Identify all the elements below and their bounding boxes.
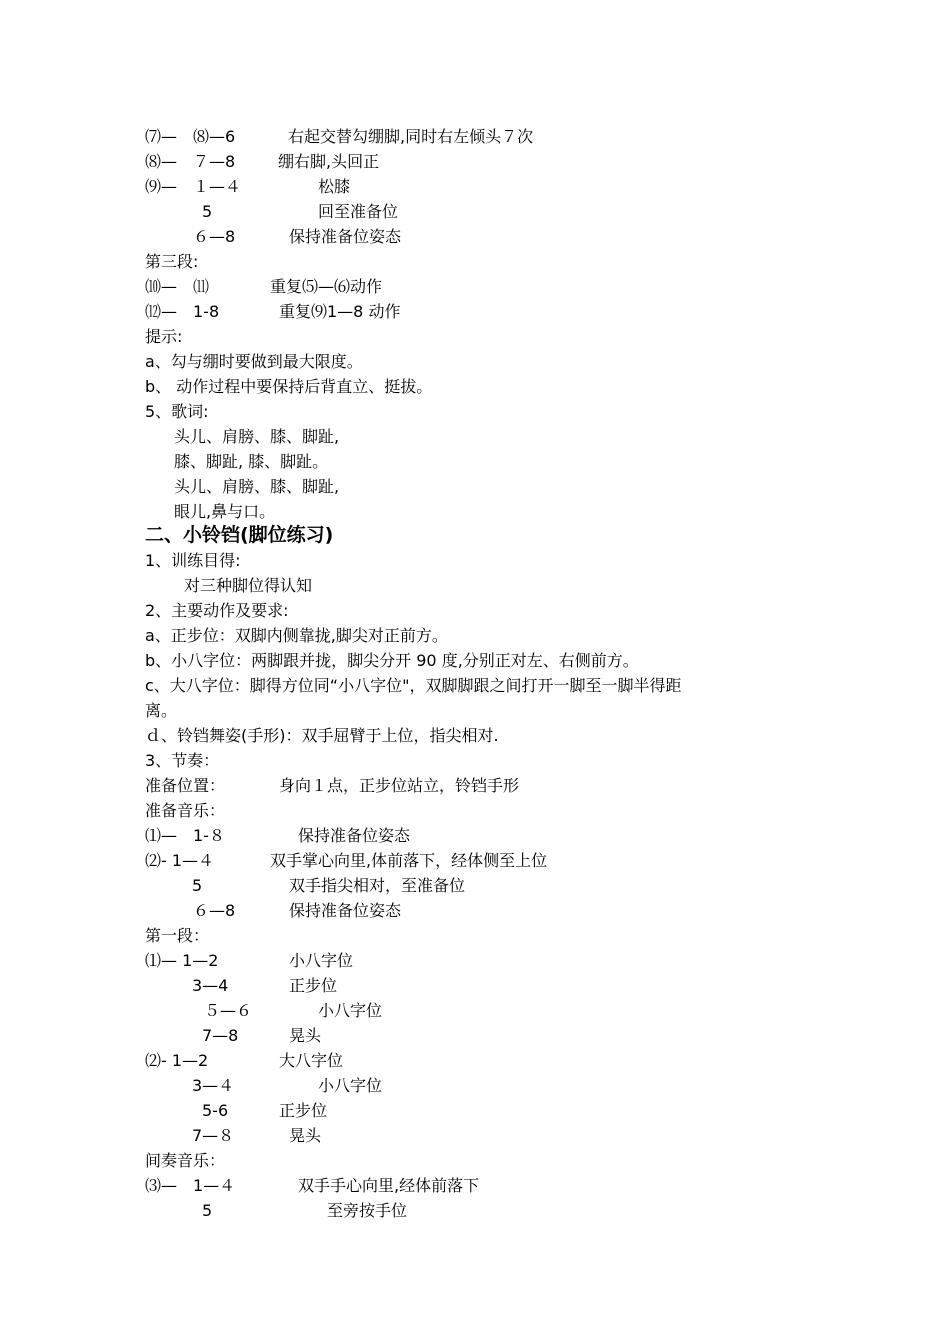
count-label: 5 [202,1201,213,1220]
text-line [0,1023,950,1048]
section-label [0,598,950,623]
count-label: ⑺— ⑻—6 [145,127,236,146]
heading-text: 二、小铃铛(脚位练习) [145,524,334,546]
action-text: 大八字位 [279,1051,344,1070]
section-title: 准备音乐： [145,801,226,820]
count-label: ６—8 [193,901,236,920]
lyric-line [0,499,950,524]
count-label: ６—8 [193,227,236,246]
action-text: 双手掌心向里,体前落下，经体侧至上位 [270,851,548,870]
count-label: 5 [202,202,213,221]
text-line [0,898,950,923]
action-text: 至旁按手位 [327,1201,408,1220]
count-label: 7—８ [192,1126,235,1145]
lyric-text: 膝、脚趾, 膝、脚趾。 [174,452,329,471]
section-title: 5、歌词: [145,402,209,421]
text-line [0,1198,950,1223]
text-line [0,723,950,748]
paragraph-text: a、勾与绷时要做到最大限度。 [145,352,363,371]
text-line [0,124,950,149]
text-line [0,274,950,299]
count-label: ⑽— ⑾ [145,277,210,296]
section-title: 提示: [145,327,183,346]
count-label: ⑼— １—４ [145,177,242,196]
action-text: 保持准备位姿态 [289,227,402,246]
action-text: 右起交替勾绷脚,同时右左倾头７次 [288,127,534,146]
text-line [0,998,950,1023]
text-line [0,948,950,973]
text-line [0,199,950,224]
lyric-text: 头儿、肩膀、膝、脚趾, [174,427,340,446]
text-line [0,698,950,723]
chapter-heading [0,523,950,548]
text-line [0,1173,950,1198]
section-title: 间奏音乐： [145,1151,226,1170]
paragraph-text: b、 动作过程中要保持后背直立、挺拔。 [145,377,433,396]
lyric-line [0,424,950,449]
count-label: ⑴— 1—2 [145,951,219,970]
text-line [0,848,950,873]
count-label: 3—４ [192,1076,235,1095]
section-label [0,249,950,274]
action-text: 晃头 [289,1026,322,1045]
text-line [0,673,950,698]
section-label [0,548,950,573]
paragraph-text: 离。 [145,701,178,720]
text-line [0,873,950,898]
text-line [0,1073,950,1098]
count-label: ⑻— ７—8 [145,152,236,171]
section-label [0,399,950,424]
section-label [0,923,950,948]
text-line [0,224,950,249]
section-title: 第三段: [145,252,199,271]
action-text: 双手指尖相对，至准备位 [289,876,466,895]
label-text: 准备位置： [145,776,226,795]
action-text: 重复⑸—⑹动作 [270,277,383,296]
count-label: ⑵- 1—2 [145,1051,209,1070]
paragraph-text: ｄ、铃铛舞姿(手形)：双手屈臂于上位，指尖相对. [145,726,499,745]
text-line [0,374,950,399]
count-label: 5-6 [202,1101,229,1120]
count-label: 3—4 [192,976,229,995]
text-line [0,773,950,798]
text-line [0,299,950,324]
count-label: ⑶— 1—４ [145,1176,236,1195]
action-text: 松膝 [318,177,351,196]
action-text: 晃头 [289,1126,322,1145]
section-title: 1、训练目得: [145,551,241,570]
action-text: 正步位 [289,976,338,995]
action-text: 回至准备位 [318,202,399,221]
lyric-line [0,474,950,499]
action-text: 正步位 [279,1101,328,1120]
action-text: 小八字位 [318,1076,383,1095]
text-line [0,1123,950,1148]
text-line [0,648,950,673]
section-label [0,798,950,823]
paragraph-text: b、小八字位：两脚跟并拢，脚尖分开 90 度,分别正对左、右侧前方。 [145,651,639,670]
section-title: 第一段： [145,926,210,945]
action-text: 小八字位 [289,951,354,970]
count-label: ⑿— 1-8 [145,302,220,321]
action-text: 小八字位 [318,1001,383,1020]
action-text: 双手手心向里,经体前落下 [298,1176,480,1195]
text-line [0,573,950,598]
paragraph-text: a、正步位：双脚内侧靠拢,脚尖对正前方。 [145,626,448,645]
action-text: 重复⑼1—8 动作 [279,302,401,321]
action-text: 身向１点，正步位站立，铃铛手形 [279,776,520,795]
text-line [0,823,950,848]
text-line [0,973,950,998]
count-label: 5 [192,876,203,895]
text-line [0,623,950,648]
section-label [0,748,950,773]
section-label [0,1148,950,1173]
lyric-text: 眼儿,鼻与口。 [174,502,276,521]
text-line [0,349,950,374]
paragraph-text: 对三种脚位得认知 [184,576,313,595]
action-text: 绷右脚,头回正 [278,152,380,171]
lyric-line [0,449,950,474]
text-line [0,1098,950,1123]
section-title: 2、主要动作及要求: [145,601,289,620]
section-title: 3、节奏： [145,751,220,770]
action-text: 保持准备位姿态 [289,901,402,920]
section-label [0,324,950,349]
action-text: 保持准备位姿态 [298,826,411,845]
count-label: 7—8 [202,1026,239,1045]
lyric-text: 头儿、肩膀、膝、脚趾, [174,477,340,496]
paragraph-text: c、大八字位：脚得方位同“小八字位"，双脚脚跟之间打开一脚至一脚半得距 [145,676,682,695]
text-line [0,149,950,174]
text-line [0,1048,950,1073]
count-label: ５—６ [204,1001,253,1020]
count-label: ⑴— 1-８ [145,826,225,845]
text-line [0,174,950,199]
count-label: ⑵- 1—４ [145,851,215,870]
